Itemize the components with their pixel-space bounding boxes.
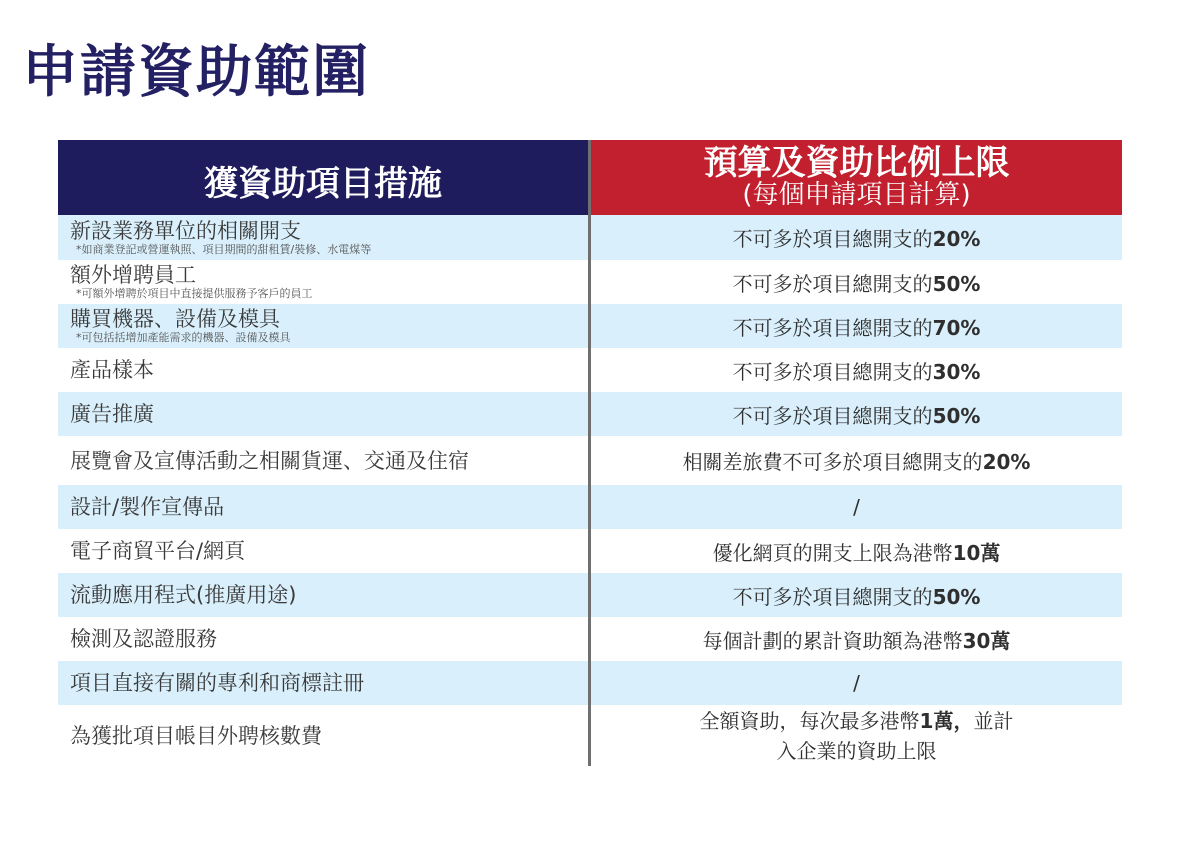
limit-cell (591, 312, 1122, 341)
header-limits-subtitle: (每個申請項目計算) (742, 179, 971, 210)
measure-cell (58, 671, 588, 695)
limit-text: 不可多於項目總開支的 (732, 584, 933, 609)
measure-cell (58, 358, 588, 382)
header-limits-title: 預算及資助比例上限 (703, 143, 1010, 183)
measure-cell (58, 539, 588, 563)
header-limits (591, 140, 1122, 215)
limit-text: 不可多於項目總開支的 (732, 315, 933, 340)
header-measures: 獲資助項目措施 (58, 140, 588, 215)
measure-cell (58, 263, 588, 301)
measure-label: 廣告推廣 (70, 402, 154, 426)
measure-cell (58, 307, 588, 345)
limit-cell (591, 268, 1122, 297)
limit-value: 20% (932, 227, 981, 251)
limit-text: 不可多於項目總開支的 (732, 227, 933, 251)
measure-label: 額外增聘員工 (70, 263, 196, 287)
limit-value: 10萬 (952, 540, 1001, 565)
limit-text: 不可多於項目總開支的 (732, 271, 933, 296)
measure-label: 檢測及認證服務 (70, 627, 217, 651)
column-divider (588, 140, 591, 766)
measure-cell (58, 449, 588, 473)
limit-text: 每個計劃的累計資助額為港幣 (702, 628, 963, 653)
measure-label: 電子商貿平台/網頁 (70, 539, 246, 563)
measure-label: 項目直接有關的專利和商標註冊 (70, 671, 364, 695)
measure-note: *可額外增聘於項目中直接提供服務予客戶的員工 (76, 287, 313, 300)
measure-cell (58, 724, 588, 748)
measure-label: 為獲批項目帳目外聘核數費 (70, 723, 322, 748)
limit-value: 20% (982, 450, 1031, 474)
limit-text: 相關差旅費不可多於項目總開支的 (682, 450, 983, 474)
measure-label: 新設業務單位的相關開支 (70, 218, 301, 243)
limit-cell (591, 356, 1122, 385)
limit-text: 不可多於項目總開支的 (732, 403, 933, 428)
limit-text-suffix: 並計 (973, 708, 1014, 733)
measure-cell (58, 495, 588, 519)
measure-cell (58, 583, 588, 607)
measure-label: 購買機器、設備及模具 (70, 307, 280, 331)
limit-text: 優化網頁的開支上限為港幣 (712, 540, 953, 565)
limit-value: 50% (932, 584, 981, 609)
limit-value: 50% (932, 271, 981, 296)
limit-line-1 (591, 706, 1122, 736)
limit-value: 30% (932, 359, 981, 384)
measure-label: 設計/製作宣傳品 (70, 495, 225, 519)
measure-label: 產品樣本 (70, 358, 154, 382)
measure-label: 展覽會及宣傳活動之相關貨運、交通及住宿 (70, 448, 469, 473)
limit-cell (591, 581, 1122, 610)
measure-note: *如商業登記或營運執照、項目期間的甜租賃/裝修、水電煤等 (76, 242, 372, 256)
measure-cell (58, 402, 588, 426)
limit-text: 全額資助，每次最多港幣 (699, 708, 920, 733)
limit-cell (591, 537, 1122, 566)
limit-cell (591, 400, 1122, 429)
limit-value: 70% (932, 315, 981, 340)
limit-value: 1萬， (919, 708, 974, 733)
measure-cell (58, 219, 588, 257)
limit-text: / (853, 671, 860, 695)
limit-text: 不可多於項目總開支的 (732, 359, 933, 384)
limit-value: 30萬 (962, 628, 1011, 653)
measure-note: *可包括括增加產能需求的機器、設備及模具 (76, 331, 291, 344)
limit-cell (591, 625, 1122, 654)
limit-value: 50% (932, 403, 981, 428)
funding-scope-table (58, 140, 1122, 766)
limit-text: / (853, 495, 860, 519)
limit-cell (591, 223, 1122, 252)
measure-label: 流動應用程式(推廣用途) (70, 583, 297, 607)
limit-cell (591, 671, 1122, 695)
limit-cell (591, 495, 1122, 519)
limit-cell (591, 706, 1122, 766)
limit-cell (591, 446, 1122, 475)
limit-line-2: 入企業的資助上限 (776, 738, 937, 763)
page-title: 申請資助範圍 (22, 40, 370, 105)
measure-cell (58, 627, 588, 651)
